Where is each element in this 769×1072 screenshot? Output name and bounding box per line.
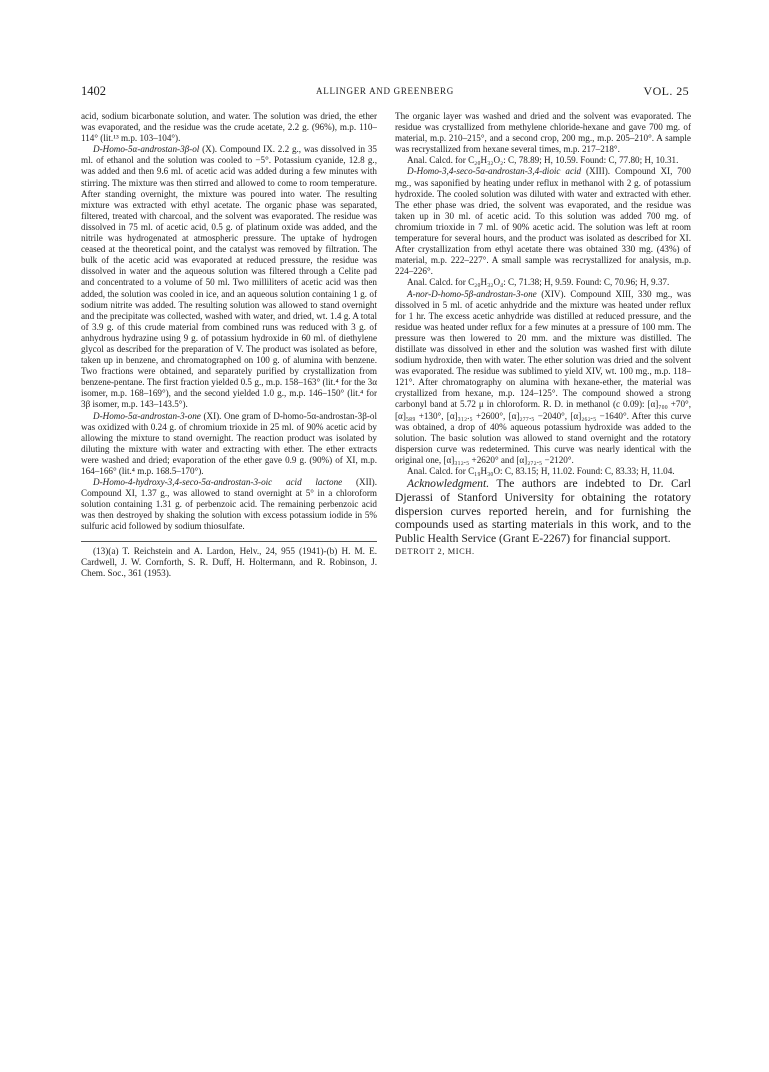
page-number: 1402 [81, 84, 106, 98]
running-head: ALLINGER AND GREENBERG [316, 86, 454, 96]
paragraph-compound-xi [81, 411, 377, 478]
compound-xi-title: D-Homo-5α-androstan-3-one [93, 410, 201, 421]
author-location: DETROIT 2, MICH. [395, 547, 475, 557]
left-column [81, 111, 377, 579]
compound-x-body: (X). Compound IX. 2.2 g., was dissolved in 35 ml. of ethanol and the solution was cooled to −5°. Potassium cyanide, 12.8 g., was added and then 9.6 ml. of acetic acid was added during a few minutes with stirring. The mixture was then stirred and allowed to come to room temperature. After standing overnight, the mixture was poured into water. The resulting mixture was extracted with ethyl acetate. The organic phase was separated, filtered, treated with charcoal, and the solvent was evaporated. The residue was dissolved in 75 ml. of acetic acid, 0.5 g. of platinum oxide was added, and the nitrile was hydrogenated at atmospheric pressure. The uptake of hydrogen ceased at the theoretical point, and the catalyst was removed by filtration. The bulk of the acetic acid was evaporated at reduced pressure, the residue was dissolved in water and the aqueous solution was filtered through a Celite pad and concentrated to a volume of 50 ml. Two milliliters of acetic acid was then added, the solution was cooled in ice, and an aqueous solution containing 1 g. of sodium nitrite was added. The resulting solution was allowed to stand overnight and the precipitate was collected, washed with water, and dried, wt. 1.4 g. A total of 3.9 g. of this crude material from combined runs was reduced with 3 g. of anhydrous hydrazine using 9 g. of potassium hydroxide in 60 ml. of diethylene glycol as described for the preparation of V. The product was isolated as before, taken up in benzene, and chromatographed on 100 g. of alumina with benzene. Two fractions were obtained, and separately purified by crystallization from benzene-pentane. The first fraction yielded 0.5 g., m.p. 158–163° (lit.⁴ for the 3α isomer, m.p. 168–169°), and the second yielded 1.0 g., m.p. 146–150° (lit.⁴ for 3β isomer, m.p. 143–143.5°). [81, 144, 377, 410]
right-column [395, 111, 691, 557]
compound-xiii-title: D-Homo-3,4-seco-5α-androstan-3,4-dioic acid [407, 166, 582, 177]
analysis-xiii: Anal. Calcd. for C₂₀H₃₂O₄: C, 71.38; H, 9.59. Found: C, 70.96; H, 9.37. [407, 277, 670, 288]
footnote-block [81, 541, 377, 580]
compound-x-title: D-Homo-5α-androstan-3β-ol [93, 144, 200, 155]
paragraph-compound-xii [81, 477, 377, 532]
compound-xii-title: D-Homo-4-hydroxy-3,4-seco-5α-androstan-3-oic acid lactone [93, 477, 343, 488]
paragraph-xii-continuation: The organic layer was washed and dried and the solvent was evaporated. The residue was crystallized from methylene chloride-hexane and gave 700 mg. of material, m.p. 210–215°, and a second crop, 200 mg., m.p. 205–210°. A sample was recrystallized from hexane several times, m.p. 217–218°. [395, 111, 691, 155]
analysis-xiv: Anal. Calcd. for C₁₉H₃₀O: C, 83.15; H, 11.02. Found: C, 83.33; H, 11.04. [407, 466, 675, 476]
paragraph-acetate-continuation: acid, sodium bicarbonate solution, and water. The solution was dried, the ether was evaporated, and the residue was the crude acetate, 2.2 g. (96%), m.p. 110–114° (lit.¹³ m.p. 103–104°). [81, 111, 377, 144]
compound-xii-body: (XII). Compound XI, 1.37 g., was allowed to stand overnight at 5° in a chloroform solution containing 1.31 g. of perbenzoic acid. The remaining perbenzoic acid was then destroyed by shaking the solution with excess potassium iodide in 5% sulfuric acid followed by sodium thiosulfate. [81, 477, 378, 532]
compound-xi-body: (XI). One gram of D-homo-5α-androstan-3β-ol was oxidized with 0.24 g. of chromium trioxide in 25 ml. of 90% acetic acid by allowing the mixture to stand overnight. The reaction product was isolated by diluting the mixture with water and extracting with ether. The ether extracts were washed and dried; evaporation of the ether gave 0.9 g. (90%) of XI, m.p. 164–166° (lit.⁴ m.p. 168.5–170°). [81, 410, 377, 476]
paragraph-compound-xiii [395, 166, 691, 277]
compound-xiv-body: (XIV). Compound XIII, 330 mg., was dissolved in 5 ml. of acetic anhydride and the mixture was heated under reflux for 1 hr. The excess acetic anhydride was distilled at reduced pressure, and the residue was heated under reflux for a few minutes at a pressure of 100 mm. The pressure was then lowered to 20 mm. and the mixture was distilled. The distillate was dissolved in ether and the solution was washed first with dilute sodium hydroxide, then with water. The ether solution was dried and the solvent was evaporated. The residue was sublimed to yield XIV, wt. 100 mg., m.p. 118–121°. After chromatography on alumina with hexane-ether, the material was crystallized from hexane, m.p. 124–125°. The compound showed a strong carbonyl band at 5.72 μ in chloroform. R. D. in methanol (c 0.09): [α]₇₀₀ +70°, [α]₅₈₉ +130°, [α]₃₁₂.₅ +2600°, [α]₂₇₇.₅ −2040°, [α]₂₆₂.₅ −1640°. After this curve was obtained, a drop of 40% aqueous potassium hydroxide was added to the solution. The basic solution was allowed to stand overnight and the rotatory dispersion curve was redetermined. This curve was nearly identical with the original one, [α]₃₁₂.₅ +2620° and [α]₂₇₂.₅ −2120°. [395, 288, 691, 465]
acknowledgment-heading: Acknowledgment. [407, 477, 490, 491]
compound-xiv-title: A-nor-D-homo-5β-androstan-3-one [407, 288, 537, 299]
acknowledgment-body: The authors are indebted to Dr. Carl Djerassi of Stanford University for obtaining the rotatory dispersion curves reported herein, and for furnishing the compounds used as starting materials in this work, and to the Public Health Service (Grant E-2267) for financial support. [395, 477, 691, 546]
volume-label: VOL. 25 [643, 84, 689, 98]
paragraph-compound-xiv [395, 289, 691, 467]
acknowledgment [395, 477, 691, 546]
paragraph-compound-x [81, 144, 377, 410]
analysis-xii: Anal. Calcd. for C₂₀H₃₂O₂: C, 78.89; H, 10.59. Found: C, 77.80; H, 10.31. [407, 155, 679, 166]
footnote-13: (13)(a) T. Reichstein and A. Lardon, Helv., 24, 955 (1941)-(b) H. M. E. Cardwell, J. W. Cornforth, S. R. Duff, H. Holtermann, and R. Robinson, J. Chem. Soc., 361 (1953). [81, 545, 377, 578]
compound-xiii-body: (XIII). Compound XI, 700 mg., was saponified by heating under reflux in methanol with 2 g. of potassium hydroxide. The cooled solution was diluted with water and extracted with ether. The ether phase was dried, the solvent was evaporated, and the residue was taken up in 30 ml. of acetic acid. To this solution was added 700 mg. of chromium trioxide in 7 ml. of 90% acetic acid. The solution was left at room temperature for several hours, and the product was isolated as described for XI. After crystallization from ethyl acetate there was obtained 330 mg. (43%) of material, m.p. 222–227°. A small sample was recrystallized for analysis, m.p. 224–226°. [395, 166, 691, 277]
page-header [81, 84, 689, 100]
